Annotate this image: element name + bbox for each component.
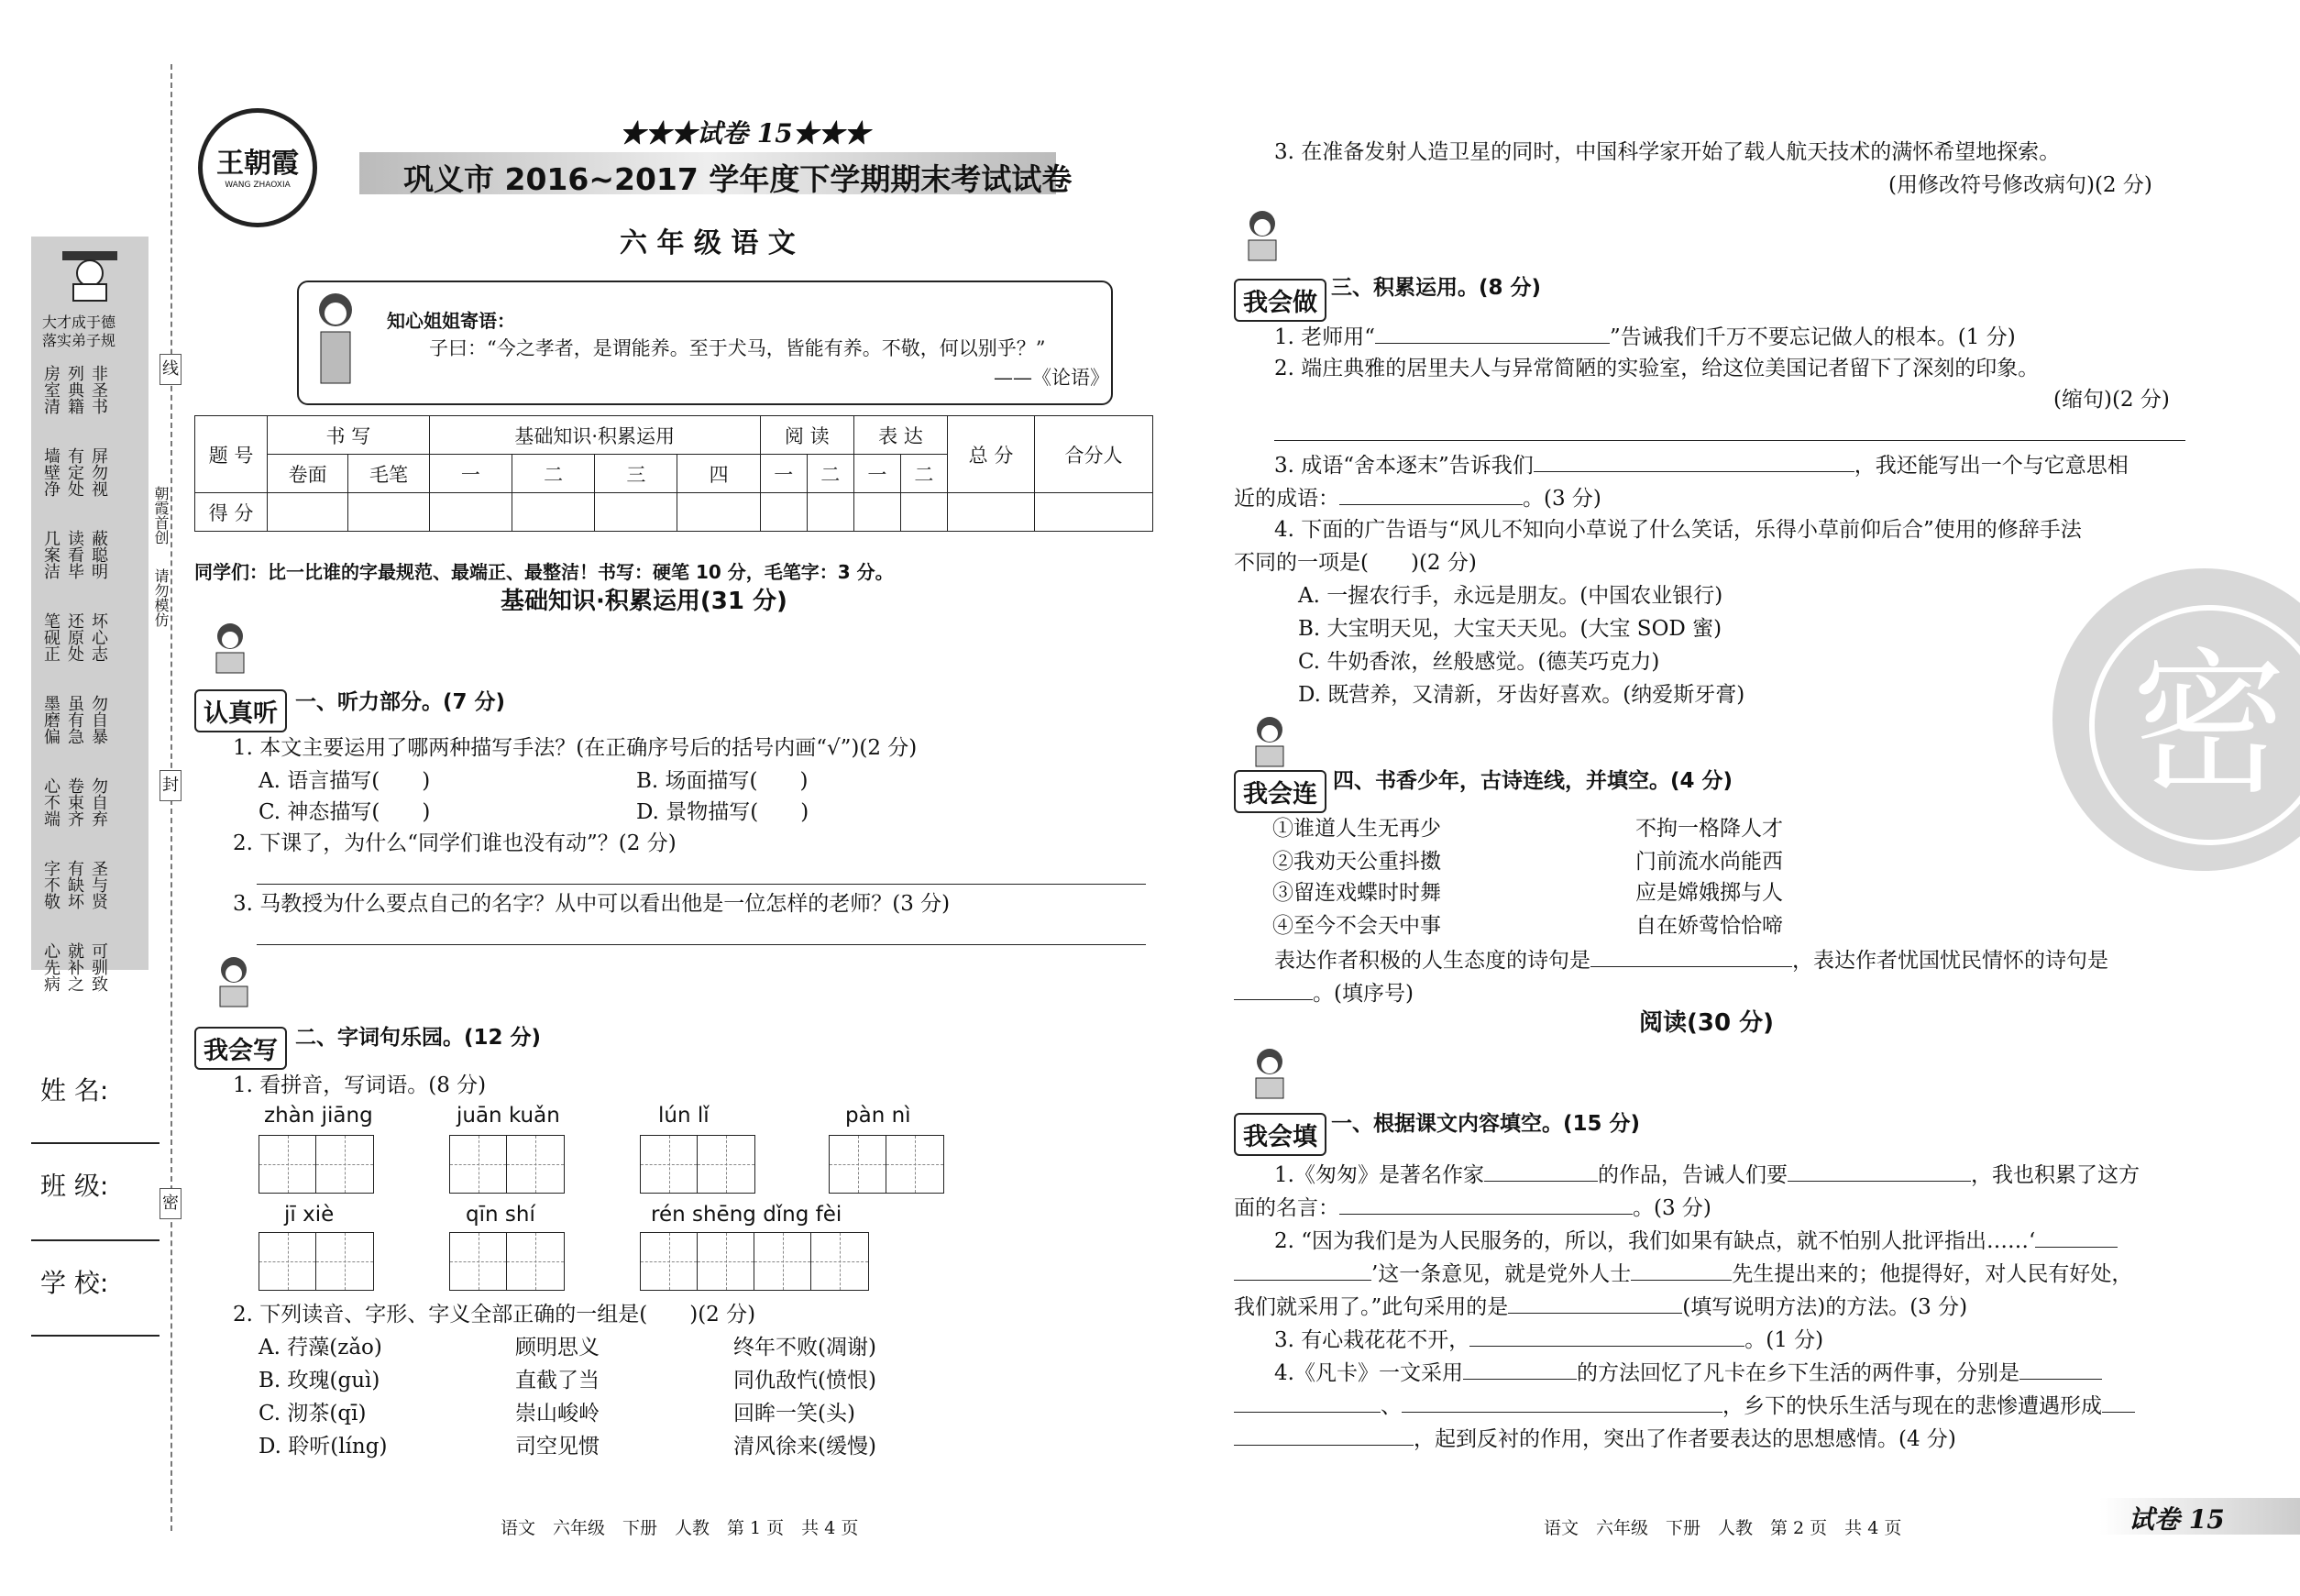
- sec3-q2-note: (缩句)(2 分): [2053, 388, 2170, 412]
- th-sub: 卷面: [268, 455, 348, 493]
- poem-left[interactable]: ②我劝天公重抖擞: [1272, 850, 1441, 874]
- pinyin: juān kuǎn: [457, 1104, 560, 1128]
- vertical-note-2: 请勿模仿: [152, 568, 170, 627]
- blank[interactable]: [1402, 1390, 1722, 1413]
- pinyin: lún lǐ: [658, 1104, 710, 1128]
- th-sub: 一: [853, 455, 900, 493]
- score-cell[interactable]: [677, 493, 760, 532]
- blank[interactable]: [1590, 944, 1792, 967]
- poem-right[interactable]: 应是嫦娥掷与人: [1635, 881, 1783, 905]
- blank[interactable]: [1234, 1423, 1414, 1446]
- student-icon: [1249, 1045, 1291, 1100]
- sec3-q1a: 1. 老师用“: [1274, 325, 1376, 349]
- char-grid[interactable]: [640, 1135, 755, 1194]
- paper-tag: ★★★试卷 15★★★: [620, 118, 870, 149]
- char-grid[interactable]: [449, 1135, 565, 1194]
- strip-text: 还原处: [65, 612, 84, 662]
- sec5-q4: [1274, 1357, 2102, 1388]
- th-sub: 三: [595, 455, 677, 493]
- blank[interactable]: [2035, 1225, 2118, 1248]
- sec3-opt-d[interactable]: D. 既营养，又清新，牙齿好喜欢。(纳爱斯牙膏): [1298, 683, 1745, 707]
- option-cell[interactable]: B. 玫瑰(guì): [259, 1369, 380, 1392]
- sec1-q1: 1. 本文主要运用了哪两种描写手法？(在正确序号后的括号内画“√”)(2 分): [233, 736, 918, 760]
- score-table: [194, 415, 1153, 532]
- footer-tag: 试卷 15: [2129, 1504, 2225, 1535]
- strip-text: 几案洁: [41, 530, 61, 579]
- sec2-q2: 2. 下列读音、字形、字义全部正确的一组是( )(2 分): [233, 1303, 756, 1326]
- mascot-icon: [57, 248, 123, 303]
- girl-icon: [306, 286, 367, 396]
- blank[interactable]: [1234, 1390, 1381, 1413]
- th-sub: 二: [900, 455, 947, 493]
- motto-1: 大才成于德: [42, 314, 116, 331]
- sec3-q4b: 不同的一项是( )(2 分): [1234, 551, 1477, 575]
- sec5-q1b: 的作品，告诫人们要: [1597, 1163, 1788, 1187]
- option-cell: 同仇敌忾(愤恨): [733, 1369, 876, 1392]
- strip-text: 蔽聪明: [89, 530, 108, 579]
- sec3-q2: 2. 端庄典雅的居里夫人与异常简陋的实验室，给这位美国记者留下了深刻的印象。: [1274, 357, 2040, 380]
- sec4-fill-2: [1234, 977, 1414, 1008]
- th-reading: 阅 读: [760, 416, 853, 455]
- sec5-q4e: ，起到反衬的作用，突出了作者要表达的思想感情。(4 分): [1414, 1427, 1956, 1451]
- score-cell[interactable]: [900, 493, 947, 532]
- poem-right[interactable]: 门前流水尚能西: [1635, 850, 1783, 874]
- strip-text: 勿自弃: [89, 777, 108, 827]
- notice-heading: 知心姐姐寄语：: [387, 310, 515, 332]
- poem-left[interactable]: ④至今不会天中事: [1272, 914, 1441, 938]
- sec5-title: 一、根据课文内容填空。(15 分): [1331, 1112, 1641, 1136]
- score-cell[interactable]: [512, 493, 594, 532]
- poem-left[interactable]: ③留连戏蝶时时舞: [1272, 881, 1441, 905]
- r-q3: 3. 在准备发射人造卫星的同时，中国科学家开始了载人航天技术的满怀希望地探索。: [1274, 140, 2061, 164]
- pinyin: zhàn jiāng: [264, 1104, 373, 1128]
- blank[interactable]: [1375, 321, 1610, 344]
- blank[interactable]: [1788, 1159, 1971, 1182]
- seal-char: 密: [2089, 605, 2300, 845]
- badge-write: 我会写: [194, 1027, 287, 1070]
- sec5-q3: [1274, 1324, 1823, 1355]
- strip-text: 笔砚正: [41, 612, 61, 662]
- blank[interactable]: [1484, 1159, 1598, 1182]
- sec1-q1b[interactable]: B. 场面描写( ): [636, 769, 809, 793]
- sec4-fill: [1274, 944, 2108, 975]
- motto-2: 落实弟子规: [42, 332, 116, 349]
- strip-text: 有缺坏: [65, 860, 84, 909]
- blank[interactable]: [1234, 977, 1313, 1000]
- sec5-q4-3: [1234, 1423, 1956, 1454]
- sec3-q3a: 3. 成语“舍本逐末”告诉我们: [1274, 454, 1534, 478]
- sec3-opt-b[interactable]: B. 大宝明天见，大宝天天见。(大宝 SOD 蜜): [1298, 617, 1722, 641]
- strip-text: 有定处: [65, 447, 84, 497]
- th-number: 题 号: [195, 416, 268, 493]
- sec3-q3c: 近的成语：: [1234, 487, 1339, 511]
- part1-title: 基础知识·积累运用(31 分): [501, 588, 787, 615]
- pinyin: pàn nì: [845, 1104, 911, 1128]
- class-line[interactable]: [31, 1239, 160, 1241]
- strip-text: 可驯致: [89, 942, 108, 992]
- sec1-q1a[interactable]: A. 语言描写( ): [259, 769, 431, 793]
- char-grid[interactable]: [640, 1232, 869, 1291]
- poem-left[interactable]: ①谁道人生无再少: [1272, 817, 1441, 841]
- score-cell[interactable]: [595, 493, 677, 532]
- seal-mark-2: 封: [160, 770, 182, 801]
- answer-line[interactable]: [1274, 440, 2185, 441]
- strip-text: 坏心志: [89, 612, 108, 662]
- strip-text: 字不敬: [41, 860, 61, 909]
- strip-text: 卷束齐: [65, 777, 84, 827]
- sec1-q2: 2. 下课了，为什么“同学们谁也没有动”？(2 分): [233, 831, 677, 855]
- vertical-note-1: 朝霞首创: [152, 486, 170, 545]
- school-label: 学 校:: [40, 1268, 109, 1298]
- option-cell[interactable]: A. 荇藻(zǎo): [259, 1336, 382, 1359]
- secret-seal: [2052, 568, 2300, 871]
- sec5-q2c: 先生提出来的；他提得好，对人民有好处，: [1732, 1262, 2133, 1286]
- option-cell[interactable]: D. 聆听(líng): [259, 1435, 388, 1458]
- sec5-q2-3: [1234, 1291, 1967, 1322]
- r-q3-note: (用修改符号修改病句)(2 分): [1888, 173, 2152, 197]
- sec4-fill-b: ，表达作者忧国忧民情怀的诗句是: [1792, 949, 2108, 973]
- sec3-title: 三、积累运用。(8 分): [1331, 276, 1542, 300]
- sec4-title: 四、书香少年，古诗连线，并填空。(4 分): [1333, 769, 1733, 793]
- school-line[interactable]: [31, 1335, 160, 1337]
- option-cell: 终年不败(凋谢): [733, 1336, 876, 1359]
- sec3-q3d: 。(3 分): [1523, 487, 1601, 511]
- blank[interactable]: [2019, 1357, 2102, 1380]
- sec5-q4c: 、: [1381, 1394, 1402, 1418]
- sec5-q4b: 的方法回忆了凡卡在乡下生活的两件事，分别是: [1576, 1361, 2019, 1385]
- pinyin: qīn shí: [466, 1203, 535, 1227]
- th-sub: 二: [512, 455, 594, 493]
- notice-quote: 子曰：“今之孝者，是谓能养。至于犬马，皆能有养。不敬，何以别乎？”: [429, 337, 1046, 359]
- score-cell[interactable]: [429, 493, 512, 532]
- blank[interactable]: [2102, 1390, 2135, 1413]
- sec5-q1-2: [1234, 1192, 1711, 1223]
- student-icon: [1241, 207, 1283, 262]
- blank[interactable]: [1631, 1258, 1732, 1281]
- char-grid[interactable]: [449, 1232, 565, 1291]
- th-sub: 一: [760, 455, 807, 493]
- option-cell: 回眸一笑(头): [733, 1402, 855, 1425]
- footer-left: 语文 六年级 下册 人教 第 1 页 共 4 页: [501, 1518, 859, 1538]
- part2-title: 阅读(30 分): [1639, 1009, 1774, 1037]
- strip-text: 就补之: [65, 942, 84, 992]
- badge-listen: 认真听: [194, 689, 287, 732]
- option-cell: 顾明思义: [515, 1336, 600, 1359]
- sec3-q3b: ，我还能写出一个与它意思相: [1854, 454, 2129, 478]
- sec1-q1c[interactable]: C. 神态描写( ): [259, 800, 431, 824]
- th-writing: 书 写: [268, 416, 430, 455]
- pinyin: rén shēng dǐng fèi: [651, 1203, 842, 1227]
- sec5-q1: [1274, 1159, 2140, 1190]
- class-label: 班 级:: [40, 1171, 109, 1201]
- sec5-q2: [1274, 1225, 2118, 1256]
- sec3-q4: 4. 下面的广告语与“风儿不知向小草说了什么笑话，乐得小草前仰后合”使用的修辞手法: [1274, 518, 2082, 542]
- poem-right[interactable]: 不拘一格降人才: [1635, 817, 1783, 841]
- score-cell[interactable]: [853, 493, 900, 532]
- logo-text: 王朝霞: [216, 148, 299, 180]
- badge-connect: 我会连: [1234, 770, 1326, 813]
- strip-text: 屏勿视: [89, 447, 108, 497]
- sec2-title: 二、字词句乐园。(12 分): [295, 1026, 542, 1050]
- score-cell[interactable]: [760, 493, 807, 532]
- seal-mark-1: 线: [160, 354, 182, 385]
- th-sub: 四: [677, 455, 760, 493]
- sec5-q2b: ’这一条意见，就是党外人士: [1371, 1262, 1632, 1286]
- blank[interactable]: [1534, 449, 1854, 472]
- strip-text: 墨磨偏: [41, 695, 61, 744]
- strip-text: 心不端: [41, 777, 61, 827]
- exam-title: 巩义市 2016~2017 学年度下学期期末考试试卷: [403, 161, 1073, 197]
- strip-text: 圣与贤: [89, 860, 108, 909]
- strip-text: 虽有急: [65, 695, 84, 744]
- score-cell[interactable]: [268, 493, 348, 532]
- sec5-q4d: ，乡下的快乐生活与现在的悲惨遭遇形成: [1722, 1394, 2102, 1418]
- sec5-q2-2: [1234, 1258, 2132, 1289]
- strip-text: 读看毕: [65, 530, 84, 579]
- blank[interactable]: [1463, 1357, 1577, 1380]
- strip-text: 列典籍: [65, 365, 84, 414]
- logo: [198, 108, 317, 227]
- th-sub: 毛笔: [348, 455, 429, 493]
- instruction: 同学们：比一比谁的字最规范、最端正、最整洁！书写：硬笔 10 分，毛笔字：3 分。: [194, 561, 894, 583]
- score-cell[interactable]: [348, 493, 429, 532]
- sec5-q3b: 。(1 分): [1744, 1328, 1824, 1352]
- sec5-q2e: (填写说明方法)的方法。(3 分): [1682, 1295, 1968, 1319]
- strip-text: 房室清: [41, 365, 61, 414]
- subject-title: 六 年 级 语 文: [620, 227, 796, 259]
- sec3-q3-2: [1234, 482, 1601, 513]
- sec3-q1b: ”告诫我们千万不要忘记做人的根本。(1 分): [1610, 325, 2016, 349]
- badge-do: 我会做: [1234, 279, 1326, 322]
- answer-line[interactable]: [257, 884, 1146, 885]
- row-score-label: 得 分: [195, 493, 268, 532]
- pinyin: jī xiè: [284, 1203, 335, 1227]
- strip-text: 勿自暴: [89, 695, 108, 744]
- sec3-q1: [1274, 321, 2016, 352]
- sec5-q1c: ，我也积累了这方: [1970, 1163, 2140, 1187]
- char-grid[interactable]: [259, 1135, 374, 1194]
- blank[interactable]: [1339, 482, 1523, 505]
- sec1-q1d[interactable]: D. 景物描写( ): [636, 800, 809, 824]
- name-label: 姓 名:: [40, 1075, 109, 1106]
- sec5-q4-2: [1234, 1390, 2135, 1421]
- th-expression: 表 达: [853, 416, 947, 455]
- option-cell: 直截了当: [515, 1369, 600, 1392]
- badge-fill: 我会填: [1234, 1113, 1326, 1156]
- poem-right[interactable]: 自在娇莺恰恰啼: [1635, 914, 1783, 938]
- sec5-q1a: 1.《匆匆》是著名作家: [1274, 1163, 1484, 1187]
- sec5-q2a: 2. “因为我们是为人民服务的，所以，我们如果有缺点，就不怕别人批评指出……‘: [1274, 1229, 2036, 1253]
- th-sub: 二: [807, 455, 853, 493]
- sec5-q1d: 面的名言：: [1234, 1196, 1339, 1220]
- option-cell: 清风徐来(缓慢): [733, 1435, 876, 1458]
- sec1-title: 一、听力部分。(7 分): [295, 690, 506, 714]
- th-checker: 合分人: [1035, 416, 1153, 493]
- th-sub: 一: [429, 455, 512, 493]
- sec5-q2d: 我们就采用了。”此句采用的是: [1234, 1295, 1509, 1319]
- sec5-q3a: 3. 有心栽花花不开，: [1274, 1328, 1470, 1352]
- seal-mark-3: 密: [160, 1188, 182, 1219]
- blank[interactable]: [1234, 1258, 1371, 1281]
- score-cell[interactable]: [1035, 493, 1153, 532]
- student-icon: [1249, 713, 1291, 768]
- sec2-q1: 1. 看拼音，写词语。(8 分): [233, 1073, 487, 1097]
- option-cell[interactable]: C. 沏茶(qī): [259, 1402, 367, 1425]
- option-cell: 崇山峻岭: [515, 1402, 600, 1425]
- blank[interactable]: [1508, 1291, 1682, 1314]
- char-grid[interactable]: [259, 1232, 374, 1291]
- notice-source: ——《论语》: [994, 367, 1109, 389]
- sec4-fill-a: 表达作者积极的人生态度的诗句是: [1274, 949, 1590, 973]
- score-cell[interactable]: [807, 493, 853, 532]
- sec3-opt-c[interactable]: C. 牛奶香浓，丝般感觉。(德芙巧克力): [1298, 650, 1660, 674]
- blank[interactable]: [1339, 1192, 1633, 1215]
- score-cell[interactable]: [948, 493, 1035, 532]
- char-grid[interactable]: [829, 1135, 944, 1194]
- footer-right: 语文 六年级 下册 人教 第 2 页 共 4 页: [1544, 1518, 1902, 1538]
- option-cell: 司空见惯: [515, 1435, 600, 1458]
- strip-text: 墙壁净: [41, 447, 61, 497]
- blank[interactable]: [1469, 1324, 1744, 1347]
- th-total: 总 分: [948, 416, 1035, 493]
- strip-text: 非圣书: [89, 365, 108, 414]
- sec4-fill-c: 。(填序号): [1313, 982, 1414, 1006]
- answer-line[interactable]: [257, 944, 1146, 945]
- name-line[interactable]: [31, 1142, 160, 1144]
- logo-sub: WANG ZHAOXIA: [225, 181, 291, 190]
- strip-text: 心先病: [41, 942, 61, 992]
- th-basic: 基础知识·积累运用: [429, 416, 760, 455]
- sec1-q3: 3. 马教授为什么要点自己的名字？从中可以看出他是一位怎样的老师？(3 分): [233, 892, 951, 916]
- student-icon: [209, 620, 251, 675]
- sec3-opt-a[interactable]: A. 一握农行手，永远是朋友。(中国农业银行): [1298, 584, 1723, 608]
- sec5-q4a: 4.《凡卡》一文采用: [1274, 1361, 1463, 1385]
- student-icon: [213, 953, 255, 1008]
- sec3-q3: [1274, 449, 2129, 480]
- sec5-q1e: 。(3 分): [1633, 1196, 1711, 1220]
